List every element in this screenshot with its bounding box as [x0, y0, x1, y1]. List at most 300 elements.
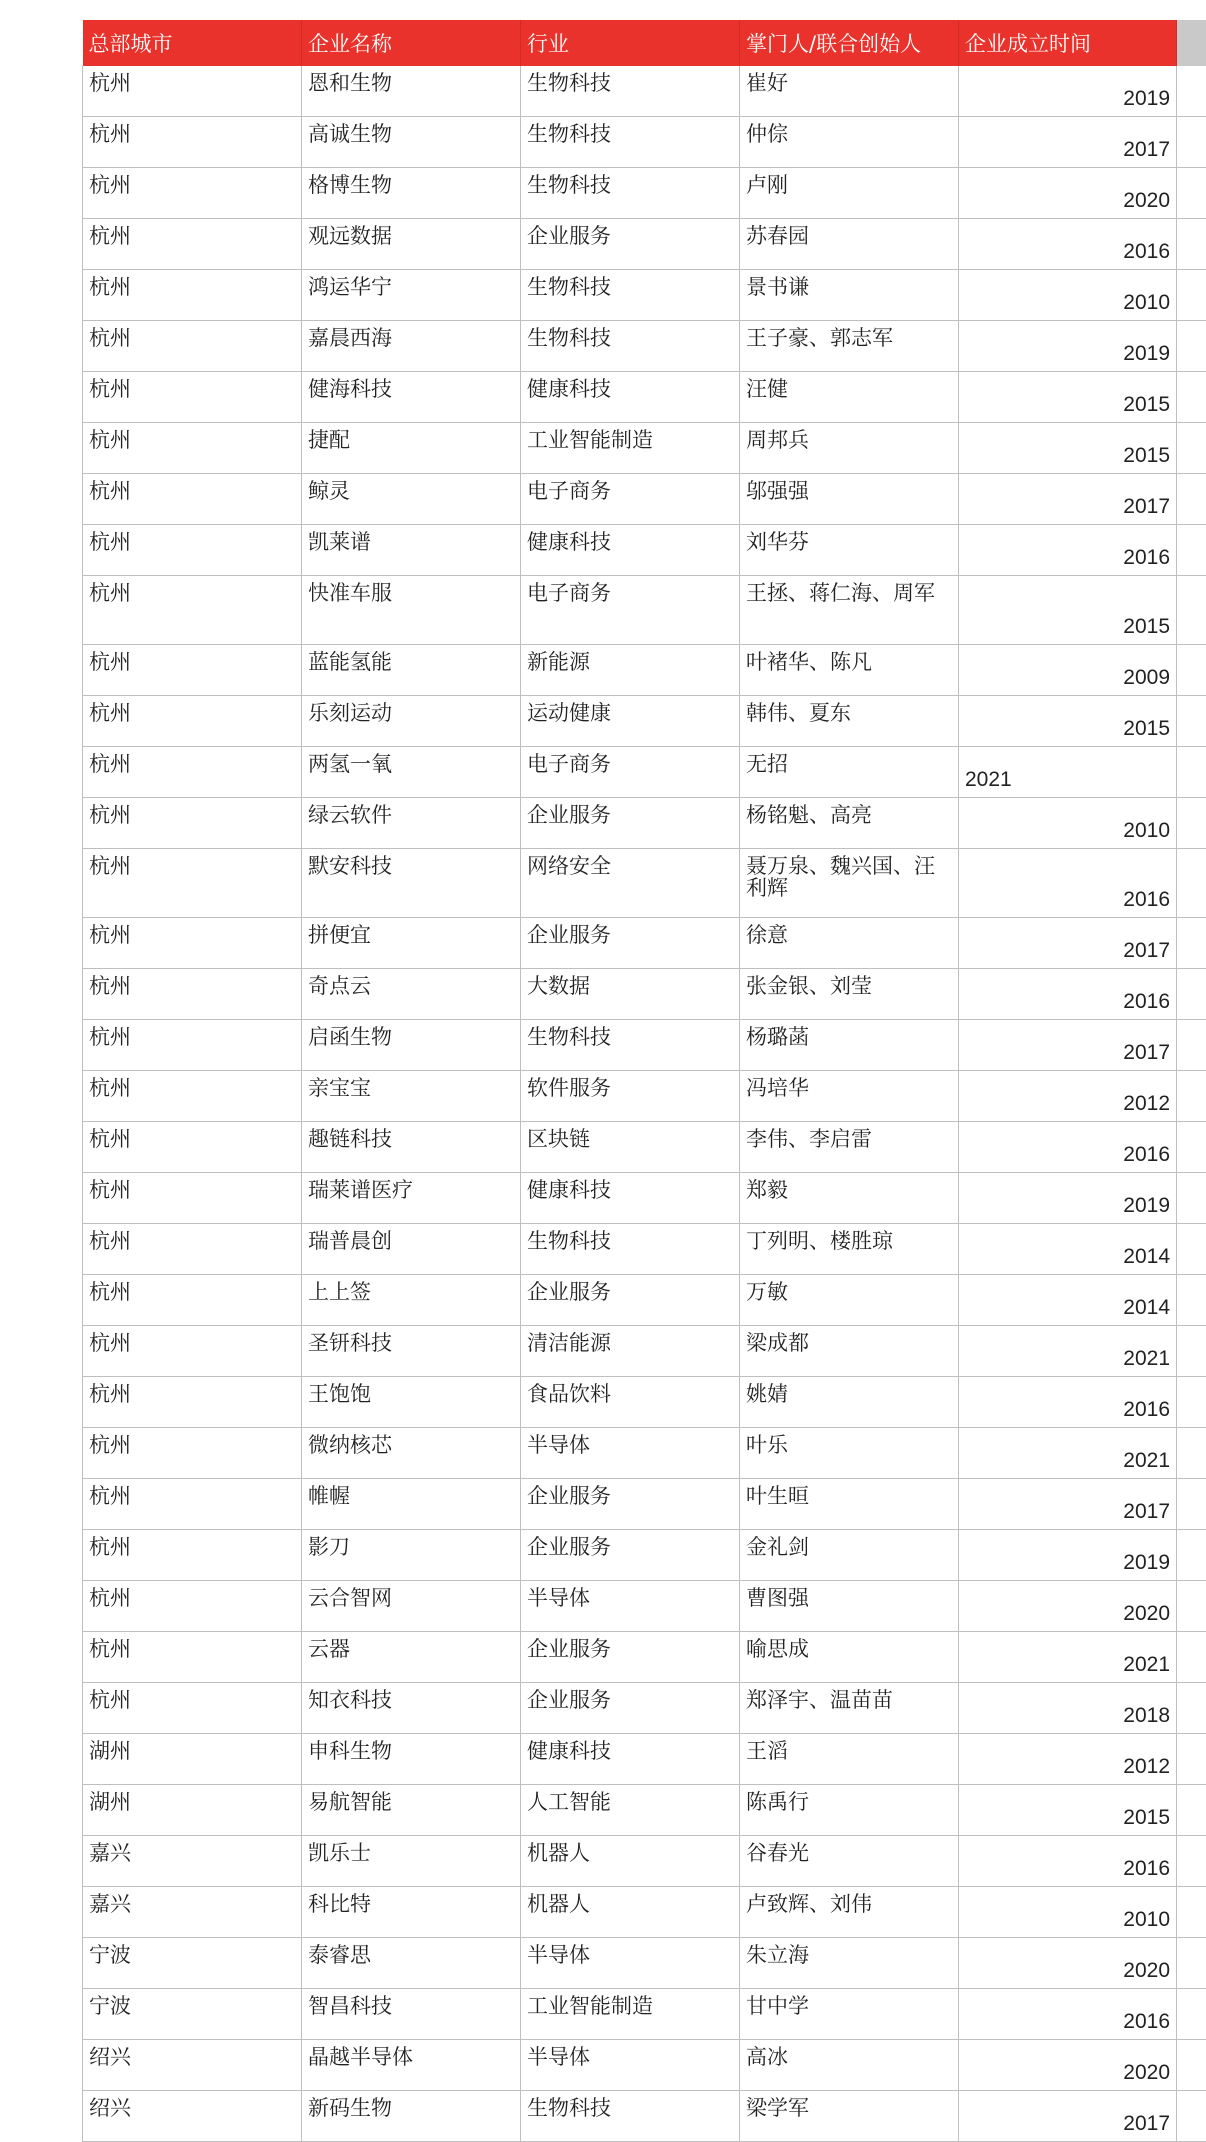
cell-industry[interactable] [521, 423, 740, 474]
header-company[interactable]: 企业名称 [302, 20, 521, 66]
cell-city[interactable] [83, 1938, 302, 1989]
cell-founder-text: 喻思成 [746, 1632, 952, 1660]
cell-founded-year-text: 2020 [1123, 2061, 1170, 2084]
cell-company-name-text: 微纳核芯 [308, 1428, 514, 1456]
cell-company-name[interactable] [302, 2091, 521, 2142]
cell-founder[interactable] [740, 969, 959, 1020]
table-row [83, 969, 1206, 1020]
cell-founder[interactable] [740, 1836, 959, 1887]
cell-industry[interactable] [521, 1530, 740, 1581]
cell-founded-year[interactable] [959, 1428, 1177, 1479]
cell-industry[interactable] [521, 117, 740, 168]
cell-industry[interactable] [521, 747, 740, 798]
cell-founded-year[interactable] [959, 372, 1177, 423]
cell-extra-column[interactable] [1177, 1581, 1206, 1632]
cell-founder[interactable] [740, 1428, 959, 1479]
cell-city[interactable] [83, 1071, 302, 1122]
cell-extra-column[interactable] [1177, 798, 1206, 849]
cell-founder-text: 王滔 [746, 1734, 952, 1762]
cell-founder[interactable] [740, 168, 959, 219]
header-row [83, 20, 1206, 66]
cell-industry[interactable] [521, 1224, 740, 1275]
cell-founder[interactable] [740, 2040, 959, 2091]
cell-industry[interactable] [521, 969, 740, 1020]
cell-city[interactable] [83, 1530, 302, 1581]
cell-founder[interactable] [740, 1938, 959, 1989]
cell-extra-column[interactable] [1177, 270, 1206, 321]
cell-founded-year[interactable] [959, 1887, 1177, 1938]
cell-founder[interactable] [740, 1683, 959, 1734]
cell-city[interactable] [83, 117, 302, 168]
cell-extra-column[interactable] [1177, 696, 1206, 747]
cell-industry[interactable] [521, 1989, 740, 2040]
cell-industry[interactable] [521, 321, 740, 372]
cell-founded-year[interactable] [959, 969, 1177, 1020]
cell-founded-year[interactable] [959, 1071, 1177, 1122]
cell-extra-column[interactable] [1177, 1020, 1206, 1071]
table-row [83, 1173, 1206, 1224]
cell-founder-text: 朱立海 [746, 1938, 952, 1966]
cell-founded-year-text: 2017 [1123, 1500, 1170, 1523]
cell-city[interactable] [83, 1377, 302, 1428]
cell-founded-year[interactable] [959, 1989, 1177, 2040]
cell-industry[interactable] [521, 918, 740, 969]
cell-founded-year[interactable] [959, 1275, 1177, 1326]
cell-company-name[interactable] [302, 66, 521, 117]
cell-industry[interactable] [521, 372, 740, 423]
cell-founded-year[interactable] [959, 168, 1177, 219]
table-row [83, 1326, 1206, 1377]
cell-industry[interactable] [521, 1479, 740, 1530]
cell-founder-text: 甘中学 [746, 1989, 952, 2017]
cell-city[interactable] [83, 372, 302, 423]
cell-extra-column[interactable] [1177, 1275, 1206, 1326]
cell-extra-column[interactable] [1177, 321, 1206, 372]
cell-founded-year[interactable] [959, 1173, 1177, 1224]
cell-company-name-text: 圣钘科技 [308, 1326, 514, 1354]
cell-industry[interactable] [521, 219, 740, 270]
cell-city[interactable] [83, 747, 302, 798]
cell-founder-text: 梁成都 [746, 1326, 952, 1354]
cell-city[interactable] [83, 849, 302, 918]
cell-founded-year[interactable] [959, 117, 1177, 168]
cell-founder[interactable] [740, 1632, 959, 1683]
cell-founded-year[interactable] [959, 423, 1177, 474]
cell-industry-text: 食品饮料 [527, 1377, 733, 1405]
cell-founder[interactable] [740, 696, 959, 747]
cell-company-name-text: 健海科技 [308, 372, 514, 400]
cell-founded-year-text: 2019 [1123, 1551, 1170, 1574]
cell-founder[interactable] [740, 1275, 959, 1326]
cell-founder[interactable] [740, 1887, 959, 1938]
cell-company-name[interactable] [302, 1530, 521, 1581]
header-founder[interactable]: 掌门人/联合创始人 [740, 20, 959, 66]
cell-company-name[interactable] [302, 1479, 521, 1530]
cell-industry-text: 半导体 [527, 1428, 733, 1456]
cell-city[interactable] [83, 321, 302, 372]
cell-founder[interactable] [740, 1020, 959, 1071]
cell-city[interactable] [83, 474, 302, 525]
cell-extra-column[interactable] [1177, 423, 1206, 474]
cell-city[interactable] [83, 168, 302, 219]
cell-industry[interactable] [521, 1326, 740, 1377]
cell-company-name[interactable] [302, 747, 521, 798]
cell-company-name[interactable] [302, 525, 521, 576]
cell-city[interactable] [83, 969, 302, 1020]
cell-company-name[interactable] [302, 798, 521, 849]
cell-company-name[interactable] [302, 372, 521, 423]
cell-extra-column[interactable] [1177, 168, 1206, 219]
cell-company-name[interactable] [302, 1989, 521, 2040]
cell-founded-year[interactable] [959, 849, 1177, 918]
cell-city[interactable] [83, 1989, 302, 2040]
cell-city-text: 杭州 [89, 270, 295, 298]
cell-founded-year[interactable] [959, 1836, 1177, 1887]
cell-founder-text: 韩伟、夏东 [746, 696, 952, 724]
cell-company-name[interactable] [302, 849, 521, 918]
cell-extra-column[interactable] [1177, 969, 1206, 1020]
cell-industry[interactable] [521, 1071, 740, 1122]
cell-extra-column[interactable] [1177, 219, 1206, 270]
cell-industry[interactable] [521, 696, 740, 747]
cell-city[interactable] [83, 1326, 302, 1377]
cell-city[interactable] [83, 1887, 302, 1938]
cell-company-name[interactable] [302, 969, 521, 1020]
cell-company-name-text: 快准车服 [308, 576, 514, 604]
cell-founder[interactable] [740, 1377, 959, 1428]
cell-company-name[interactable] [302, 1326, 521, 1377]
cell-extra-column[interactable] [1177, 1479, 1206, 1530]
cell-founded-year-text: 2020 [1123, 1959, 1170, 1982]
cell-industry-text: 企业服务 [527, 1275, 733, 1303]
cell-extra-column[interactable] [1177, 2091, 1206, 2142]
cell-company-name[interactable] [302, 219, 521, 270]
cell-industry[interactable] [521, 1836, 740, 1887]
cell-extra-column[interactable] [1177, 1989, 1206, 2040]
cell-founder[interactable] [740, 2091, 959, 2142]
cell-extra-column[interactable] [1177, 66, 1206, 117]
cell-extra-column[interactable] [1177, 1836, 1206, 1887]
cell-city[interactable] [83, 918, 302, 969]
cell-founded-year[interactable] [959, 219, 1177, 270]
cell-founder[interactable] [740, 1734, 959, 1785]
cell-extra-column[interactable] [1177, 1683, 1206, 1734]
cell-city[interactable] [83, 1020, 302, 1071]
cell-company-name[interactable] [302, 1887, 521, 1938]
cell-industry[interactable] [521, 1377, 740, 1428]
cell-company-name[interactable] [302, 1224, 521, 1275]
cell-company-name[interactable] [302, 1836, 521, 1887]
cell-city[interactable] [83, 1122, 302, 1173]
cell-company-name-text: 两氢一氧 [308, 747, 514, 775]
cell-extra-column[interactable] [1177, 1632, 1206, 1683]
cell-city-text: 绍兴 [89, 2040, 295, 2068]
cell-industry[interactable] [521, 1275, 740, 1326]
cell-city[interactable] [83, 1479, 302, 1530]
cell-founded-year[interactable] [959, 270, 1177, 321]
cell-founder[interactable] [740, 798, 959, 849]
cell-city-text: 杭州 [89, 798, 295, 826]
cell-company-name[interactable] [302, 474, 521, 525]
cell-company-name-text: 恩和生物 [308, 66, 514, 94]
cell-extra-column[interactable] [1177, 525, 1206, 576]
cell-company-name[interactable] [302, 1581, 521, 1632]
cell-city[interactable] [83, 1785, 302, 1836]
cell-city[interactable] [83, 1836, 302, 1887]
cell-company-name-text: 申科生物 [308, 1734, 514, 1762]
cell-founded-year[interactable] [959, 918, 1177, 969]
cell-company-name[interactable] [302, 1122, 521, 1173]
cell-founder[interactable] [740, 372, 959, 423]
cell-industry[interactable] [521, 1785, 740, 1836]
cell-city-text: 杭州 [89, 1632, 295, 1660]
cell-industry[interactable] [521, 525, 740, 576]
cell-founded-year[interactable] [959, 645, 1177, 696]
cell-city-text: 杭州 [89, 321, 295, 349]
cell-company-name[interactable] [302, 1632, 521, 1683]
cell-founded-year-text: 2016 [1123, 2010, 1170, 2033]
cell-company-name[interactable] [302, 270, 521, 321]
cell-city-text: 杭州 [89, 1122, 295, 1150]
cell-founded-year[interactable] [959, 696, 1177, 747]
cell-city[interactable] [83, 696, 302, 747]
cell-founder[interactable] [740, 645, 959, 696]
cell-founder[interactable] [740, 270, 959, 321]
cell-industry[interactable] [521, 2040, 740, 2091]
cell-founded-year[interactable] [959, 1581, 1177, 1632]
cell-industry-text: 工业智能制造 [527, 1989, 733, 2017]
cell-founder[interactable] [740, 576, 959, 645]
cell-founder-text: 景书谦 [746, 270, 952, 298]
cell-founder[interactable] [740, 1989, 959, 2040]
cell-city[interactable] [83, 270, 302, 321]
cell-city[interactable] [83, 525, 302, 576]
cell-industry-text: 生物科技 [527, 2091, 733, 2119]
cell-city[interactable] [83, 1632, 302, 1683]
cell-industry[interactable] [521, 1581, 740, 1632]
cell-company-name-text: 帷幄 [308, 1479, 514, 1507]
cell-founded-year[interactable] [959, 1530, 1177, 1581]
cell-founder[interactable] [740, 474, 959, 525]
cell-company-name[interactable] [302, 1734, 521, 1785]
cell-city-text: 杭州 [89, 1428, 295, 1456]
cell-founder[interactable] [740, 66, 959, 117]
cell-city-text: 杭州 [89, 1581, 295, 1609]
cell-founder-text: 刘华芬 [746, 525, 952, 553]
cell-company-name[interactable] [302, 1020, 521, 1071]
cell-company-name[interactable] [302, 1275, 521, 1326]
cell-city[interactable] [83, 1275, 302, 1326]
cell-extra-column[interactable] [1177, 1377, 1206, 1428]
cell-industry-text: 企业服务 [527, 1683, 733, 1711]
cell-founded-year[interactable] [959, 1632, 1177, 1683]
cell-founder[interactable] [740, 849, 959, 918]
cell-founded-year[interactable] [959, 1479, 1177, 1530]
table-row [83, 645, 1206, 696]
cell-city[interactable] [83, 1683, 302, 1734]
cell-founded-year[interactable] [959, 525, 1177, 576]
cell-extra-column[interactable] [1177, 2040, 1206, 2091]
cell-company-name[interactable] [302, 1938, 521, 1989]
cell-company-name[interactable] [302, 1071, 521, 1122]
cell-extra-column[interactable] [1177, 645, 1206, 696]
cell-founded-year[interactable] [959, 1938, 1177, 1989]
cell-extra-column[interactable] [1177, 1122, 1206, 1173]
table-row [83, 1071, 1206, 1122]
cell-extra-column[interactable] [1177, 849, 1206, 918]
cell-founder[interactable] [740, 1479, 959, 1530]
cell-founded-year[interactable] [959, 1224, 1177, 1275]
cell-extra-column[interactable] [1177, 1887, 1206, 1938]
cell-company-name[interactable] [302, 1683, 521, 1734]
cell-city[interactable] [83, 1581, 302, 1632]
cell-extra-column[interactable] [1177, 117, 1206, 168]
cell-company-name[interactable] [302, 1428, 521, 1479]
cell-industry[interactable] [521, 168, 740, 219]
cell-industry[interactable] [521, 798, 740, 849]
cell-city-text: 杭州 [89, 1377, 295, 1405]
cell-founded-year[interactable] [959, 321, 1177, 372]
cell-founded-year[interactable] [959, 576, 1177, 645]
cell-extra-column[interactable] [1177, 1785, 1206, 1836]
cell-city[interactable] [83, 798, 302, 849]
cell-company-name[interactable] [302, 645, 521, 696]
cell-industry[interactable] [521, 576, 740, 645]
cell-founded-year[interactable] [959, 1020, 1177, 1071]
cell-founder[interactable] [740, 1173, 959, 1224]
cell-industry[interactable] [521, 474, 740, 525]
cell-founder[interactable] [740, 1071, 959, 1122]
cell-extra-column[interactable] [1177, 474, 1206, 525]
table-row [83, 2040, 1206, 2091]
cell-founder[interactable] [740, 1581, 959, 1632]
cell-founder[interactable] [740, 525, 959, 576]
cell-extra-column[interactable] [1177, 1173, 1206, 1224]
cell-extra-column[interactable] [1177, 918, 1206, 969]
cell-founder[interactable] [740, 321, 959, 372]
cell-extra-column[interactable] [1177, 1326, 1206, 1377]
cell-company-name-text: 瑞莱谱医疗 [308, 1173, 514, 1201]
cell-city[interactable] [83, 645, 302, 696]
cell-city[interactable] [83, 219, 302, 270]
header-industry[interactable]: 行业 [521, 20, 740, 66]
cell-company-name[interactable] [302, 423, 521, 474]
cell-founded-year[interactable] [959, 798, 1177, 849]
cell-extra-column[interactable] [1177, 1428, 1206, 1479]
cell-city[interactable] [83, 576, 302, 645]
cell-industry[interactable] [521, 1428, 740, 1479]
cell-company-name[interactable] [302, 2040, 521, 2091]
cell-founder-text: 高冰 [746, 2040, 952, 2068]
cell-company-name[interactable] [302, 321, 521, 372]
cell-company-name[interactable] [302, 1785, 521, 1836]
cell-industry[interactable] [521, 66, 740, 117]
cell-industry[interactable] [521, 1173, 740, 1224]
cell-founder[interactable] [740, 918, 959, 969]
cell-extra-column[interactable] [1177, 1224, 1206, 1275]
cell-founder[interactable] [740, 117, 959, 168]
cell-industry[interactable] [521, 270, 740, 321]
cell-company-name[interactable] [302, 696, 521, 747]
cell-industry[interactable] [521, 1020, 740, 1071]
cell-company-name[interactable] [302, 918, 521, 969]
header-founded-year[interactable]: 企业成立时间 [959, 20, 1177, 66]
cell-company-name[interactable] [302, 576, 521, 645]
cell-industry-text: 生物科技 [527, 1020, 733, 1048]
cell-industry[interactable] [521, 2091, 740, 2142]
cell-extra-column[interactable] [1177, 1530, 1206, 1581]
cell-city[interactable] [83, 1428, 302, 1479]
cell-city[interactable] [83, 2091, 302, 2142]
table-row [83, 1122, 1206, 1173]
cell-extra-column[interactable] [1177, 576, 1206, 645]
cell-founder-text: 万敏 [746, 1275, 952, 1303]
cell-founder-text: 冯培华 [746, 1071, 952, 1099]
cell-industry[interactable] [521, 645, 740, 696]
cell-company-name[interactable] [302, 1173, 521, 1224]
cell-founder-text: 无招 [746, 747, 952, 775]
header-extra-column[interactable] [1177, 20, 1206, 66]
cell-extra-column[interactable] [1177, 372, 1206, 423]
cell-founded-year[interactable] [959, 1683, 1177, 1734]
cell-city[interactable] [83, 66, 302, 117]
cell-founded-year[interactable] [959, 2091, 1177, 2142]
cell-industry[interactable] [521, 1632, 740, 1683]
cell-founded-year[interactable] [959, 747, 1177, 798]
cell-extra-column[interactable] [1177, 1071, 1206, 1122]
cell-industry[interactable] [521, 849, 740, 918]
cell-industry[interactable] [521, 1734, 740, 1785]
cell-industry[interactable] [521, 1938, 740, 1989]
cell-founded-year[interactable] [959, 1377, 1177, 1428]
cell-founded-year[interactable] [959, 474, 1177, 525]
header-city[interactable]: 总部城市 [83, 20, 302, 66]
cell-founder[interactable] [740, 1785, 959, 1836]
cell-extra-column[interactable] [1177, 1734, 1206, 1785]
cell-founder[interactable] [740, 1224, 959, 1275]
cell-founded-year-text: 2010 [1123, 819, 1170, 842]
cell-city[interactable] [83, 423, 302, 474]
cell-city[interactable] [83, 1224, 302, 1275]
cell-founder[interactable] [740, 219, 959, 270]
cell-founder[interactable] [740, 747, 959, 798]
cell-founder[interactable] [740, 1530, 959, 1581]
cell-founded-year[interactable] [959, 1734, 1177, 1785]
cell-founded-year[interactable] [959, 66, 1177, 117]
cell-industry[interactable] [521, 1887, 740, 1938]
cell-company-name[interactable] [302, 168, 521, 219]
cell-founder[interactable] [740, 1326, 959, 1377]
cell-extra-column[interactable] [1177, 1938, 1206, 1989]
cell-founder[interactable] [740, 1122, 959, 1173]
cell-company-name-text: 晶越半导体 [308, 2040, 514, 2068]
cell-company-name[interactable] [302, 1377, 521, 1428]
cell-industry[interactable] [521, 1122, 740, 1173]
cell-city[interactable] [83, 1734, 302, 1785]
cell-founded-year[interactable] [959, 1326, 1177, 1377]
cell-founder[interactable] [740, 423, 959, 474]
cell-founded-year[interactable] [959, 1785, 1177, 1836]
cell-founded-year[interactable] [959, 1122, 1177, 1173]
cell-founded-year[interactable] [959, 2040, 1177, 2091]
cell-industry[interactable] [521, 1683, 740, 1734]
cell-company-name[interactable] [302, 117, 521, 168]
cell-extra-column[interactable] [1177, 747, 1206, 798]
cell-city[interactable] [83, 2040, 302, 2091]
table-row [83, 849, 1206, 918]
cell-company-name-text: 知衣科技 [308, 1683, 514, 1711]
cell-city[interactable] [83, 1173, 302, 1224]
